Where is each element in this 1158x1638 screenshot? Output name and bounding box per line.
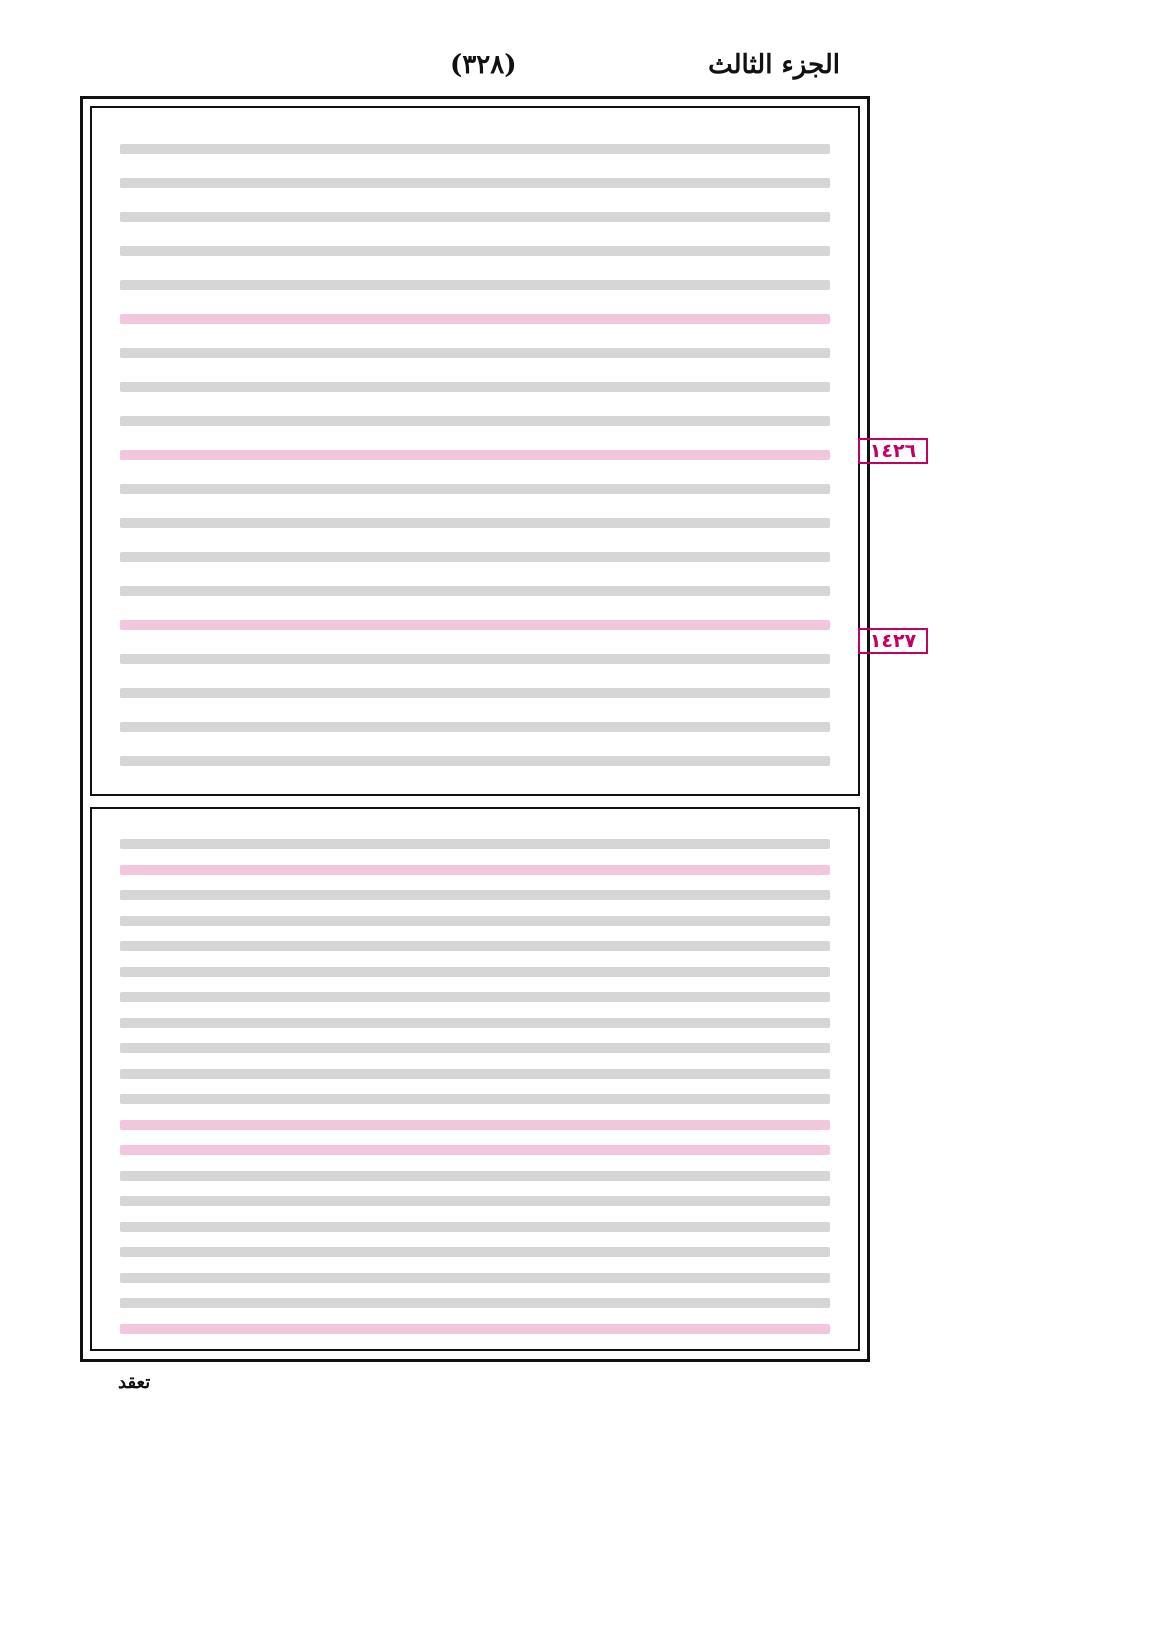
text-line-placeholder: [120, 212, 830, 222]
sharh-box: [90, 807, 860, 1351]
text-line-placeholder: [120, 144, 830, 154]
text-line-placeholder: [120, 314, 830, 324]
text-line-placeholder: [120, 620, 830, 630]
text-line-placeholder: [120, 1043, 830, 1053]
text-line-placeholder: [120, 890, 830, 900]
text-line-placeholder: [120, 756, 830, 766]
text-line-placeholder: [120, 552, 830, 562]
text-line-placeholder: [120, 1298, 830, 1308]
matn-box: [90, 106, 860, 796]
text-line-placeholder: [120, 967, 830, 977]
text-line-placeholder: [120, 484, 830, 494]
text-line-placeholder: [120, 941, 830, 951]
text-line-placeholder: [120, 992, 830, 1002]
hadith-number-1426: ١٤٢٦: [858, 438, 928, 464]
text-line-placeholder: [120, 1069, 830, 1079]
text-line-placeholder: [120, 1094, 830, 1104]
text-line-placeholder: [120, 865, 830, 875]
text-line-placeholder: [120, 1018, 830, 1028]
text-line-placeholder: [120, 1145, 830, 1155]
text-line-placeholder: [120, 1247, 830, 1257]
text-line-placeholder: [120, 416, 830, 426]
text-line-placeholder: [120, 1324, 830, 1334]
text-line-placeholder: [120, 654, 830, 664]
hadith-number-1427: ١٤٢٧: [858, 628, 928, 654]
text-line-placeholder: [120, 178, 830, 188]
text-line-placeholder: [120, 1273, 830, 1283]
text-line-placeholder: [120, 450, 830, 460]
text-line-placeholder: [120, 246, 830, 256]
page-number: (٣٢٨): [450, 50, 517, 80]
text-line-placeholder: [120, 1171, 830, 1181]
text-line-placeholder: [120, 722, 830, 732]
text-line-placeholder: [120, 1196, 830, 1206]
text-line-placeholder: [120, 382, 830, 392]
text-line-placeholder: [120, 1120, 830, 1130]
text-line-placeholder: [120, 916, 830, 926]
text-line-placeholder: [120, 586, 830, 596]
text-line-placeholder: [120, 348, 830, 358]
text-line-placeholder: [120, 688, 830, 698]
volume-title: الجزء الثالث: [708, 50, 840, 80]
text-line-placeholder: [120, 839, 830, 849]
page-frame: [80, 96, 870, 1362]
text-line-placeholder: [120, 518, 830, 528]
text-line-placeholder: [120, 280, 830, 290]
text-line-placeholder: [120, 1222, 830, 1232]
footer-signature: تعقد: [118, 1372, 151, 1393]
running-head: [80, 44, 870, 90]
